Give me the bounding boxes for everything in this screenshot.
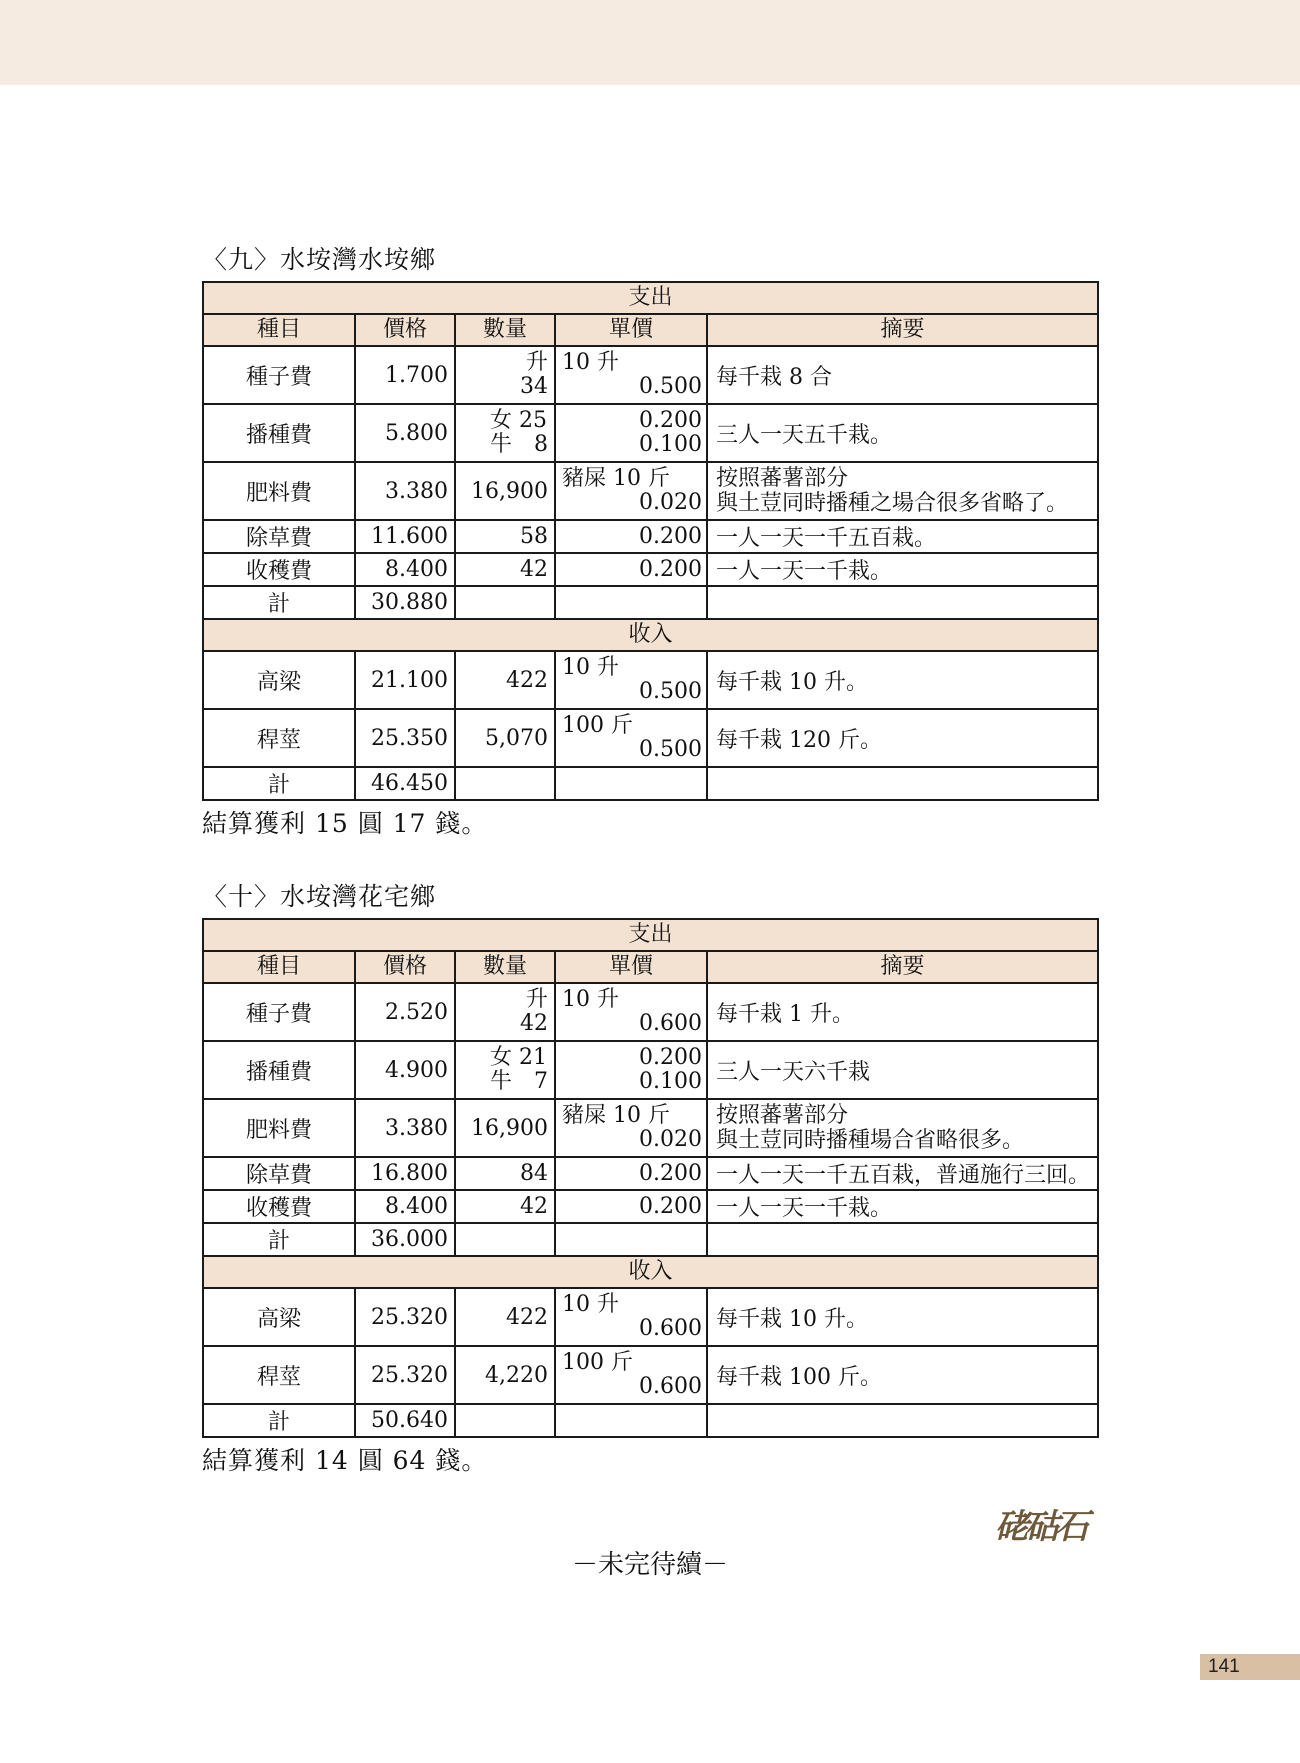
section-nine bbox=[202, 243, 1097, 841]
col-unit: 單價 bbox=[555, 951, 707, 983]
col-price: 價格 bbox=[355, 314, 455, 346]
table-row: 除草費 11.600 58 0.200 一人一天一千五百栽。 bbox=[203, 520, 1098, 553]
total-row: 計 36.000 bbox=[203, 1223, 1098, 1256]
expense-band: 支出 bbox=[203, 282, 1098, 314]
result-text: 結算獲利 14 圓 64 錢。 bbox=[202, 1446, 488, 1475]
col-qty: 數量 bbox=[455, 314, 555, 346]
table-row: 種子費 2.520 升 42 10 升 0.600 每千栽 1 升。 bbox=[203, 983, 1098, 1041]
table-row: 稈莖 25.320 4,220 100 斤 0.600 每千栽 100 斤。 bbox=[203, 1346, 1098, 1404]
magazine-logo: 硓𥑮石 bbox=[995, 1507, 1085, 1547]
table-row: 播種費 4.900 女 21 牛 7 0.200 0.100 三人一天六千栽 bbox=[203, 1041, 1098, 1099]
income-band: 收入 bbox=[203, 619, 1098, 651]
cost-table bbox=[202, 918, 1099, 1438]
table-row: 肥料費 3.380 16,900 豬屎 10 斤 0.020 按照蕃薯部分 與土荳同時播種場合省略很多。 bbox=[203, 1099, 1098, 1157]
col-unit: 單價 bbox=[555, 314, 707, 346]
table-row: 高梁 25.320 422 10 升 0.600 每千栽 10 升。 bbox=[203, 1288, 1098, 1346]
table-row: 稈莖 25.350 5,070 100 斤 0.500 每千栽 120 斤。 bbox=[203, 709, 1098, 767]
cost-table bbox=[202, 281, 1099, 801]
result-text: 結算獲利 15 圓 17 錢。 bbox=[202, 809, 488, 838]
to-be-continued: －未完待續－ bbox=[571, 1550, 728, 1580]
table-row: 種子費 1.700 升 34 10 升 0.500 每千栽 8 合 bbox=[203, 346, 1098, 404]
col-note: 摘要 bbox=[707, 314, 1098, 346]
col-item: 種目 bbox=[203, 314, 355, 346]
column-header-row bbox=[203, 951, 1098, 983]
total-row: 計 30.880 bbox=[203, 586, 1098, 619]
section-title: 〈九〉水垵灣水垵鄉 bbox=[202, 245, 437, 274]
section-ten bbox=[202, 880, 1097, 1478]
section-title: 〈十〉水垵灣花宅鄉 bbox=[202, 882, 437, 911]
col-item: 種目 bbox=[203, 951, 355, 983]
expense-band: 支出 bbox=[203, 919, 1098, 951]
table-row: 除草費 16.800 84 0.200 一人一天一千五百栽，普通施行三回。 bbox=[203, 1157, 1098, 1190]
header-band bbox=[0, 0, 1300, 85]
table-row: 高梁 21.100 422 10 升 0.500 每千栽 10 升。 bbox=[203, 651, 1098, 709]
table-row: 肥料費 3.380 16,900 豬屎 10 斤 0.020 按照蕃薯部分 與土荳同時播種之場合很多省略了。 bbox=[203, 462, 1098, 520]
income-band: 收入 bbox=[203, 1256, 1098, 1288]
total-row: 計 50.640 bbox=[203, 1404, 1098, 1437]
total-row: 計 46.450 bbox=[203, 767, 1098, 800]
table-row: 收穫費 8.400 42 0.200 一人一天一千栽。 bbox=[203, 1190, 1098, 1223]
col-qty: 數量 bbox=[455, 951, 555, 983]
table-row: 收穫費 8.400 42 0.200 一人一天一千栽。 bbox=[203, 553, 1098, 586]
col-price: 價格 bbox=[355, 951, 455, 983]
col-note: 摘要 bbox=[707, 951, 1098, 983]
page-number: 141 bbox=[1200, 1654, 1300, 1680]
table-row: 播種費 5.800 女 25 牛 8 0.200 0.100 三人一天五千栽。 bbox=[203, 404, 1098, 462]
column-header-row bbox=[203, 314, 1098, 346]
